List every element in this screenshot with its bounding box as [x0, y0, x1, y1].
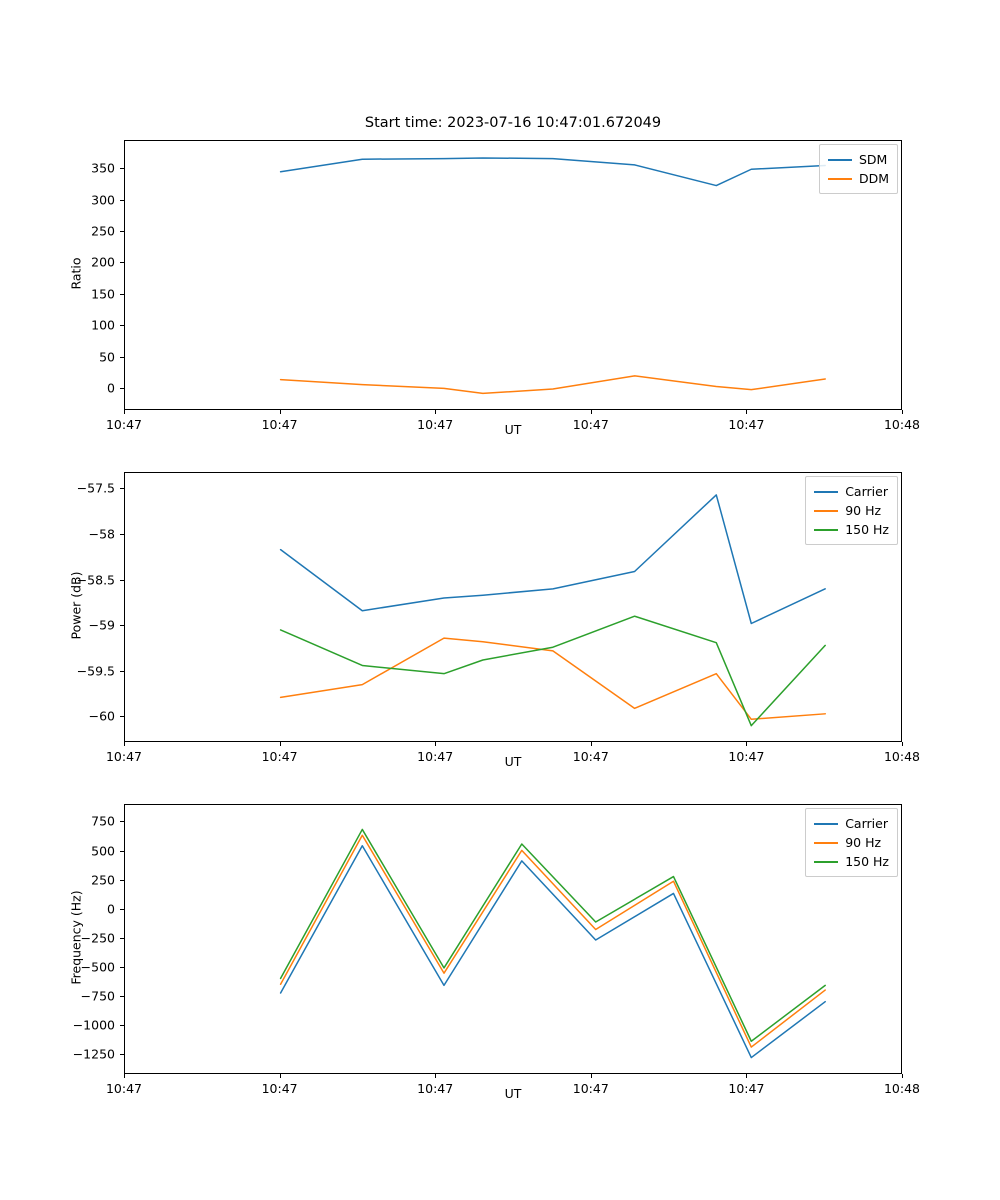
y-tick-label: 100 [91, 317, 115, 333]
y-tick-label: −500 [80, 959, 115, 975]
x-tick-mark [280, 1074, 281, 1078]
x-axis-label-ratio: UT [504, 422, 522, 437]
x-tick-label: 10:47 [728, 417, 765, 432]
chart-panel-frequency [68, 804, 921, 1101]
legend-color-swatch [814, 823, 838, 825]
x-tick-mark [746, 1074, 747, 1078]
y-tick-mark [120, 716, 124, 717]
y-tick-label: −250 [80, 930, 115, 946]
legend-item [814, 833, 889, 852]
y-tick-mark [120, 580, 124, 581]
x-tick-mark [902, 742, 903, 746]
legend-label: DDM [858, 171, 889, 186]
y-tick-label: 300 [91, 192, 115, 208]
y-tick-mark [120, 909, 124, 910]
chart-panel-ratio [68, 115, 921, 437]
series-line [281, 495, 826, 624]
legend-ratio [819, 144, 898, 194]
y-tick-mark [120, 880, 124, 881]
y-tick-label: −750 [80, 988, 115, 1004]
x-tick-label: 10:47 [261, 749, 298, 764]
legend-label: 90 Hz [845, 835, 882, 850]
x-tick-label: 10:47 [417, 417, 454, 432]
y-tick-mark [120, 262, 124, 263]
legend-item [814, 501, 889, 520]
x-tick-mark [591, 742, 592, 746]
legend-item [828, 150, 889, 169]
y-tick-label: 200 [91, 254, 115, 270]
x-tick-mark [591, 1074, 592, 1078]
y-tick-label: 50 [99, 349, 115, 365]
y-tick-mark [120, 671, 124, 672]
legend-label: Carrier [845, 816, 888, 831]
x-tick-label: 10:47 [572, 1081, 609, 1096]
x-tick-label: 10:48 [883, 1081, 921, 1096]
legend-color-swatch [814, 529, 838, 531]
legend-frequency [805, 808, 898, 877]
legend-label: 90 Hz [845, 503, 882, 518]
series-line [281, 376, 826, 394]
x-tick-mark [435, 1074, 436, 1078]
y-tick-label: 350 [91, 160, 115, 176]
series-lines-frequency [125, 805, 902, 1074]
y-tick-mark [120, 231, 124, 232]
legend-item [814, 520, 889, 539]
x-tick-label: 10:47 [728, 749, 765, 764]
series-line [281, 829, 826, 1041]
y-tick-label: 0 [107, 380, 115, 396]
y-axis-label-frequency: Frequency (Hz) [68, 890, 84, 985]
y-tick-mark [120, 967, 124, 968]
y-tick-label: 150 [91, 286, 115, 302]
y-tick-mark [120, 1025, 124, 1026]
y-tick-label: 250 [91, 223, 115, 239]
y-tick-mark [120, 996, 124, 997]
x-tick-label: 10:48 [883, 749, 921, 764]
y-tick-mark [120, 357, 124, 358]
y-tick-label: −1250 [72, 1046, 115, 1062]
x-tick-label: 10:47 [105, 749, 143, 764]
x-tick-mark [280, 742, 281, 746]
y-tick-mark [120, 325, 124, 326]
y-tick-label: −59 [88, 617, 115, 633]
x-tick-mark [435, 410, 436, 414]
y-tick-label: 250 [91, 872, 115, 888]
x-tick-mark [591, 410, 592, 414]
y-tick-label: −58.5 [76, 572, 115, 588]
y-tick-mark [120, 1054, 124, 1055]
x-tick-label: 10:47 [728, 1081, 765, 1096]
x-axis-label-power: UT [504, 754, 522, 769]
legend-color-swatch [828, 159, 852, 161]
legend-label: 150 Hz [845, 854, 889, 869]
legend-label: 150 Hz [845, 522, 889, 537]
plot-area-ratio [124, 140, 902, 410]
y-tick-mark [120, 821, 124, 822]
y-tick-mark [120, 534, 124, 535]
x-tick-mark [746, 410, 747, 414]
legend-color-swatch [828, 178, 852, 180]
y-tick-mark [120, 938, 124, 939]
legend-label: SDM [858, 152, 888, 167]
y-tick-label: −1000 [72, 1017, 115, 1033]
x-axis-label-frequency: UT [504, 1086, 522, 1101]
y-tick-mark [120, 851, 124, 852]
plot-area-power [124, 472, 902, 742]
plot-area-frequency [124, 804, 902, 1074]
x-tick-mark [124, 410, 125, 414]
legend-label: Carrier [845, 484, 888, 499]
x-tick-mark [435, 742, 436, 746]
y-tick-label: −57.5 [76, 480, 115, 496]
x-tick-mark [902, 410, 903, 414]
y-tick-mark [120, 294, 124, 295]
legend-power [805, 476, 898, 545]
x-tick-mark [124, 1074, 125, 1078]
x-tick-label: 10:47 [417, 749, 454, 764]
legend-color-swatch [814, 861, 838, 863]
series-lines-power [125, 473, 902, 742]
y-tick-label: −59.5 [76, 663, 115, 679]
x-tick-label: 10:47 [105, 1081, 143, 1096]
x-tick-label: 10:47 [105, 417, 143, 432]
x-tick-label: 10:47 [572, 417, 609, 432]
x-tick-label: 10:48 [883, 417, 921, 432]
x-tick-mark [902, 1074, 903, 1078]
legend-color-swatch [814, 491, 838, 493]
legend-color-swatch [814, 510, 838, 512]
legend-item [828, 169, 889, 188]
y-tick-mark [120, 488, 124, 489]
y-tick-mark [120, 200, 124, 201]
series-lines-ratio [125, 141, 902, 410]
x-tick-label: 10:47 [572, 749, 609, 764]
legend-item [814, 852, 889, 871]
chart-title: Start time: 2023-07-16 10:47:01.672049 [364, 115, 662, 131]
y-tick-label: −58 [88, 526, 115, 542]
y-tick-mark [120, 625, 124, 626]
y-tick-label: 750 [91, 813, 115, 829]
x-tick-label: 10:47 [261, 1081, 298, 1096]
y-tick-label: 0 [107, 901, 115, 917]
y-tick-mark [120, 168, 124, 169]
series-line [281, 835, 826, 1047]
x-tick-mark [280, 410, 281, 414]
y-tick-label: 500 [91, 843, 115, 859]
x-tick-label: 10:47 [417, 1081, 454, 1096]
x-tick-label: 10:47 [261, 417, 298, 432]
legend-item [814, 814, 889, 833]
legend-color-swatch [814, 842, 838, 844]
y-axis-label-ratio: Ratio [68, 257, 84, 290]
x-tick-mark [124, 742, 125, 746]
y-tick-label: −60 [88, 708, 115, 724]
legend-item [814, 482, 889, 501]
y-tick-mark [120, 388, 124, 389]
x-tick-mark [746, 742, 747, 746]
y-axis-label-power: Power (dB) [68, 571, 84, 640]
series-line [281, 158, 826, 186]
chart-panel-power [68, 472, 921, 769]
